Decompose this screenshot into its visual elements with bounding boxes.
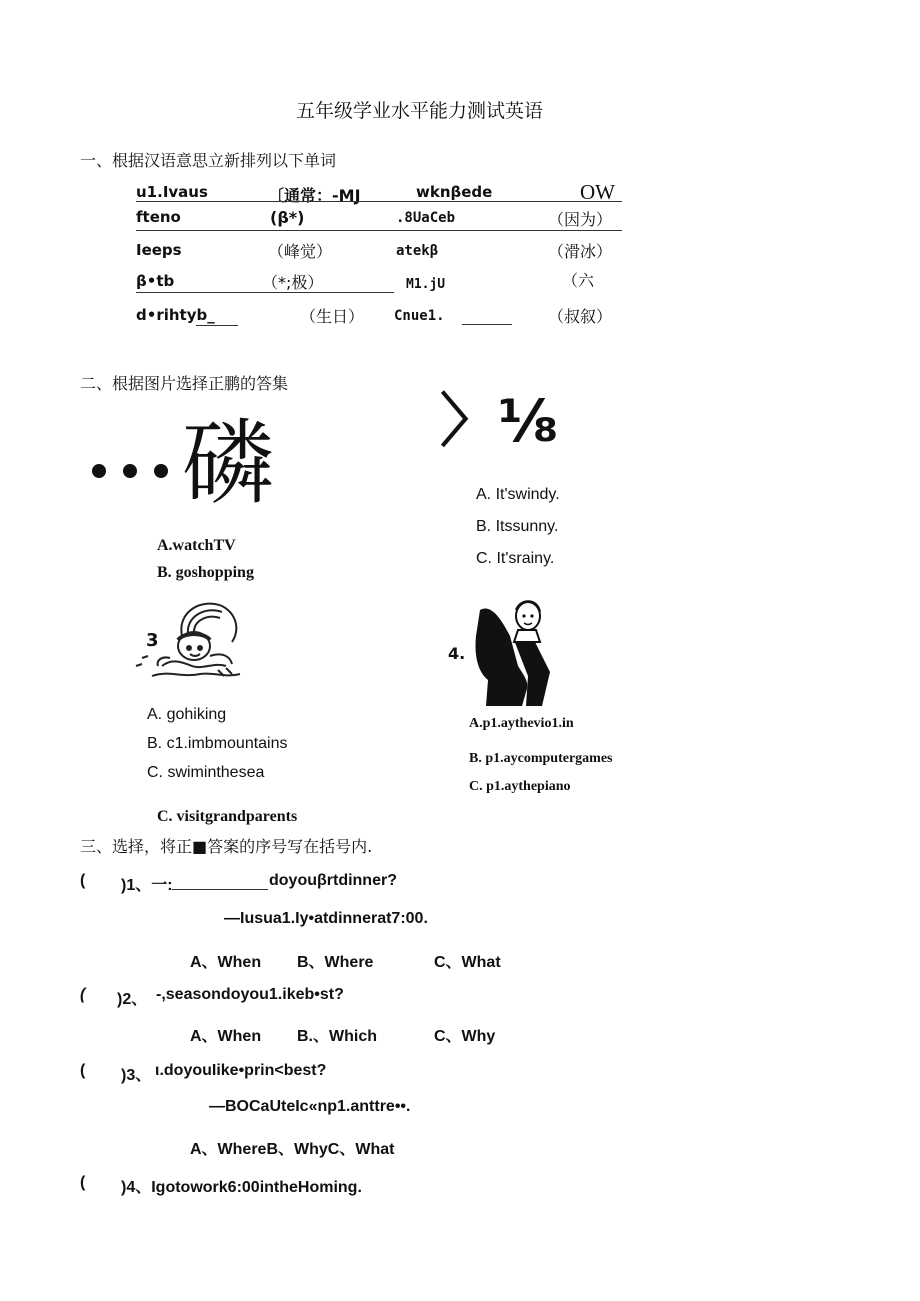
word-6-scrambled: atekβ	[396, 243, 439, 259]
q2-question: -,seasondoyou1.ikeb•st?	[156, 986, 344, 1003]
pic1-option-b: B. goshopping	[157, 564, 254, 581]
answer-line	[462, 324, 512, 325]
word-8-hint: （六	[562, 271, 595, 290]
word-5-scrambled: Ieeps	[136, 241, 182, 259]
q1-option-a: A、When	[190, 954, 262, 971]
q3-question: ι.doyouIike•prin<best?	[155, 1062, 327, 1079]
picture-1-glyph: 磷	[182, 410, 275, 517]
q1-option-c: C、What	[434, 954, 501, 971]
answer-line	[196, 325, 238, 326]
word-7-hint: （*;极）	[262, 273, 324, 292]
pic3-option-b: B. c1.imbmountains	[147, 735, 288, 752]
q2-option-a: A、When	[190, 1028, 262, 1045]
q3-answer: —BOCaUteIc«np1.anttre••.	[209, 1098, 411, 1115]
pic3-option-a: A. gohiking	[147, 706, 227, 723]
word-7-scrambled: β•tb	[136, 272, 175, 290]
picture-4-number: 4.	[448, 644, 466, 663]
page-title: 五年级学业水平能力测试英语	[296, 100, 544, 122]
pic1-option-a: A.watchTV	[157, 537, 236, 554]
pic2-option-b: B. Itssunny.	[476, 518, 559, 535]
q1-answer: —Iusua1.Iy•atdinnerat7:00.	[224, 910, 428, 927]
q2-paren: (	[80, 986, 86, 1003]
q1-blank	[172, 889, 268, 890]
word-3-hint: (β*)	[270, 208, 305, 227]
section3-heading: 三、选择，将正■答案的序号写在括号内.	[80, 837, 373, 856]
pic2-option-a: A. It'swindy.	[476, 486, 560, 503]
word-2-hint: OW	[580, 180, 615, 204]
picture-2-glyph: 〉⅛	[440, 387, 559, 455]
pic3-option-c: C. swiminthesea	[147, 764, 265, 781]
q4-stem: )4、Igotowork6:00intheHoming.	[121, 1179, 362, 1196]
word-10-scrambled: Cnue1.	[394, 308, 445, 324]
q2-option-b: B.、Which	[297, 1028, 377, 1045]
word-9-scrambled: d•rihtyb_	[136, 306, 215, 324]
pic1-option-c: C. visitgrandparents	[157, 808, 298, 825]
q1-question: doyouβrtdinner?	[269, 872, 397, 889]
word-10-hint: （叔叙）	[548, 307, 613, 326]
word-4-scrambled: .8UaCeb	[396, 210, 456, 226]
section1-heading: 一、根据汉语意思立新排列以下单词	[80, 151, 337, 170]
answer-line	[136, 230, 622, 231]
pic2-option-c: C. It'srainy.	[476, 550, 555, 567]
pic4-option-b: B. p1.aycomputergames	[469, 751, 613, 766]
answer-line	[136, 201, 622, 202]
q1-option-b: B、Where	[297, 954, 374, 971]
q4-paren: (	[80, 1174, 86, 1191]
dot-icon	[123, 464, 137, 478]
q3-stem: )3、	[121, 1067, 152, 1084]
word-6-hint: （滑冰）	[548, 242, 613, 261]
picture-3-number: 3	[146, 630, 159, 651]
dot-icon	[154, 464, 168, 478]
word-8-scrambled: M1.jU	[406, 277, 446, 292]
word-5-hint: （峰觉）	[268, 242, 333, 261]
piano-boy-illustration	[470, 596, 554, 708]
word-1-scrambled: u1.Ivaus	[136, 183, 208, 201]
word-3-scrambled: fteno	[136, 208, 181, 226]
q3-paren: (	[80, 1062, 86, 1079]
q2-stem: )2、	[117, 991, 148, 1008]
q2-option-c: C、Why	[434, 1028, 496, 1045]
q3-options: A、WhereB、WhyC、What	[190, 1141, 395, 1158]
word-2-scrambled: wknβede	[416, 183, 493, 201]
pic4-option-c: C. p1.aythepiano	[469, 779, 571, 794]
answer-line	[136, 292, 394, 293]
q1-stem: )1、一:	[121, 877, 173, 894]
word-4-hint: （因为）	[548, 210, 613, 229]
swimming-boy-illustration	[122, 596, 252, 692]
q1-paren: (	[80, 872, 86, 889]
pic4-option-a: A.p1.aythevio1.in	[469, 716, 574, 731]
dot-icon	[92, 464, 106, 478]
word-1-hint: 〔通常：-MJ	[268, 186, 361, 205]
word-9-hint: （生日）	[300, 307, 365, 326]
section2-heading: 二、根据图片选择正鹏的答集	[80, 374, 289, 393]
